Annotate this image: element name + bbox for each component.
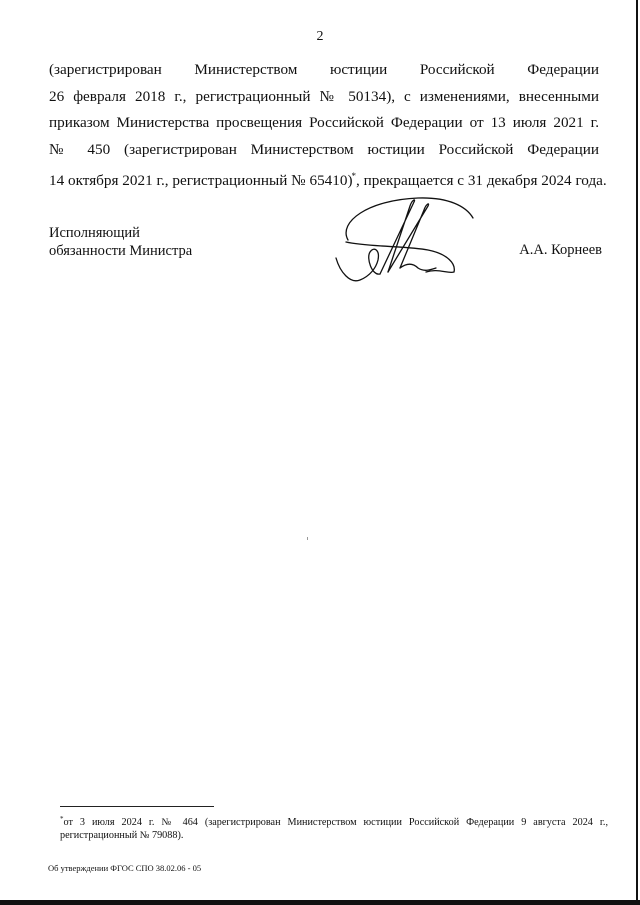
scan-edge-right [636,0,638,905]
footnote-reference: * [351,171,356,181]
body-line-last [49,163,607,195]
body-line: 26 февраля 2018 г., регистрационный № 50134), с изменениями, внесенными [49,87,599,105]
footnote-mark: * [60,815,64,823]
handwritten-signature-icon [328,192,478,287]
body-line: № 450 (зарегистрирован Министерством юстиции Российской Федерации [49,140,599,158]
signatory-title-line: обязанности Министра [49,243,193,259]
footnote-text: от 3 июля 2024 г. № 464 (зарегистрирован Министерством юстиции Российской Федерации 9 августа 2024 г., [63,817,608,828]
scan-edge-bottom [0,900,640,905]
scan-artifact [307,537,308,540]
body-line-text: 14 октября 2021 г., регистрационный № 65410) [49,172,353,189]
footnote-line [60,813,608,829]
body-line: (зарегистрирован Министерством юстиции Российской Федерации [49,61,599,78]
footnote [60,813,608,842]
footnote-line: регистрационный № 79088). [60,830,184,841]
page-number: 2 [316,29,324,44]
footnote-separator [60,806,214,807]
body-paragraph [49,57,607,195]
body-line: приказом Министерства просвещения Российской Федерации от 13 июля 2021 г. [49,114,599,131]
signatory-title [49,224,192,260]
signer-name: А.А. Корнеев [519,242,602,258]
body-line-text: , прекращается с 31 декабря 2024 года. [356,172,607,189]
signatory-title-line: Исполняющий [49,225,140,241]
document-code: Об утверждении ФГОС СПО 38.02.06 - 05 [48,863,202,873]
